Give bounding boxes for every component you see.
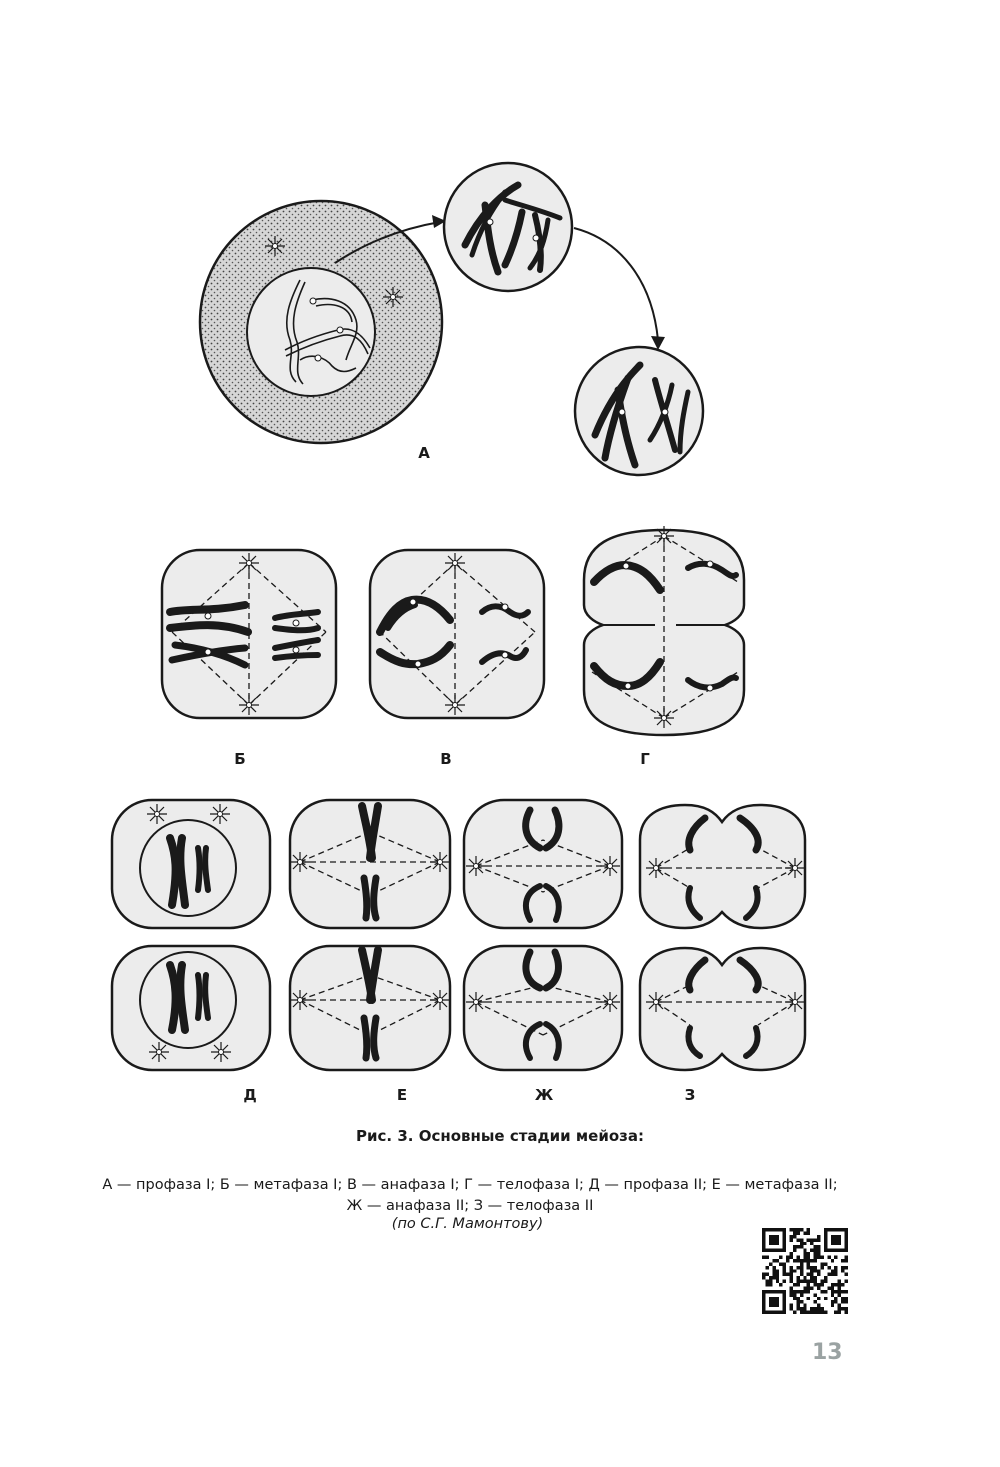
stage-label-zh: Ж xyxy=(534,1086,554,1104)
aster-icon xyxy=(239,695,259,715)
aster-icon xyxy=(646,992,666,1012)
qr-code-icon xyxy=(762,1228,848,1314)
aster-icon xyxy=(654,526,674,546)
aster-icon xyxy=(600,992,620,1012)
stage-zh-anaphase-2 xyxy=(464,800,622,1070)
stage-label-g: Г xyxy=(640,750,650,768)
page-number: 13 xyxy=(812,1340,843,1365)
stage-label-z: З xyxy=(684,1086,696,1104)
stage-b-metaphase-1 xyxy=(162,550,336,718)
stage-a-prophase-1 xyxy=(200,163,703,475)
aster-icon xyxy=(147,804,167,824)
aster-icon xyxy=(445,695,465,715)
aster-icon xyxy=(239,553,259,573)
aster-icon xyxy=(445,553,465,573)
legend-line: А — профаза I; Б — метафаза I; В — анафаза I; Г — телофаза I; Д — профаза II; Е — метафаза II; xyxy=(102,1177,838,1193)
stage-label-d: Д xyxy=(243,1086,257,1104)
aster-icon xyxy=(466,992,486,1012)
aster-icon xyxy=(646,858,666,878)
aster-icon xyxy=(290,852,310,872)
aster-icon xyxy=(785,992,805,1012)
stage-label-e: Е xyxy=(396,1086,408,1104)
stage-label-b: Б xyxy=(234,750,246,768)
stage-label-v: В xyxy=(440,750,452,768)
aster-icon xyxy=(785,858,805,878)
figure-caption-title: Рис. 3. Основные стадии мейоза: xyxy=(356,1127,644,1145)
aster-icon xyxy=(211,1042,231,1062)
aster-icon xyxy=(383,287,403,307)
aster-icon xyxy=(210,804,230,824)
aster-icon xyxy=(149,1042,169,1062)
aster-icon xyxy=(290,990,310,1010)
stage-z-telophase-2 xyxy=(640,805,805,1070)
stage-e-metaphase-2 xyxy=(290,800,450,1070)
aster-icon xyxy=(430,852,450,872)
aster-icon xyxy=(654,708,674,728)
aster-icon xyxy=(265,236,285,256)
stage-g-telophase-1 xyxy=(584,526,744,735)
stage-label-a: А xyxy=(418,444,430,462)
aster-icon xyxy=(600,856,620,876)
aster-icon xyxy=(466,856,486,876)
stage-v-anaphase-1 xyxy=(370,550,544,718)
legend-line: Ж — анафаза II; З — телофаза II xyxy=(346,1198,594,1214)
stage-d-prophase-2 xyxy=(112,800,270,1070)
figure-source: (по С.Г. Мамонтову) xyxy=(391,1216,544,1232)
figure-legend xyxy=(60,1175,880,1217)
aster-icon xyxy=(430,990,450,1010)
